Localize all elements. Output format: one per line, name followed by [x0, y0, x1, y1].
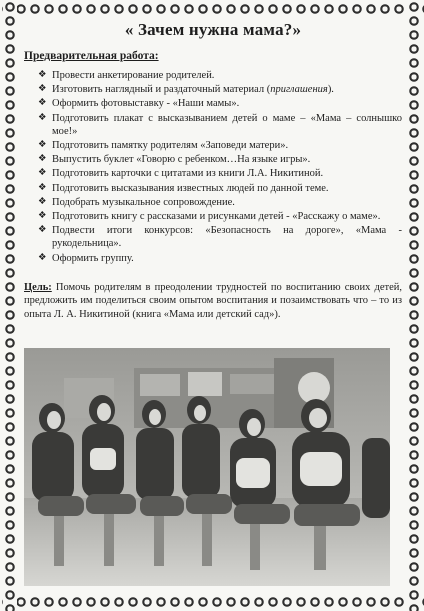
goal-label: Цель: [24, 281, 52, 293]
diamond-bullet-icon: ❖ [38, 196, 47, 207]
prep-task-text: Провести анкетирование родителей. [52, 70, 215, 81]
prep-task-item [38, 139, 402, 152]
diamond-bullet-icon: ❖ [38, 140, 47, 151]
diamond-bullet-icon: ❖ [38, 98, 47, 109]
prep-task-text: Подготовить высказывания известных людей по данной теме. [52, 182, 329, 194]
prep-task-text: Изготовить наглядный и раздаточный материал ( [52, 84, 271, 96]
goal-text: Помочь родителям в преодолении трудностей по воспитанию своих детей, предложить им поделиться своим опытом воспитания и позаимствовать что – то из опыта Л. А. Никитиной (книга «Мама или детский сад»). [24, 281, 402, 320]
prep-task-item [38, 97, 402, 110]
ornamental-border-right [407, 0, 421, 611]
group-photo-image [24, 348, 390, 586]
prep-task-item [38, 69, 402, 82]
prep-task-text: Подготовить карточки с цитатами из книги Л.А. Никитиной. [52, 168, 324, 180]
prep-work-heading: Предварительная работа: [24, 50, 159, 62]
prep-task-emphasis: приглашения [270, 84, 328, 96]
ornamental-border-bottom [0, 595, 424, 609]
prep-task-text: Подобрать музыкальное сопровождение. [52, 196, 235, 208]
prep-task-item [38, 167, 402, 180]
diamond-bullet-icon: ❖ [38, 70, 47, 80]
diamond-bullet-icon: ❖ [38, 252, 47, 263]
prep-task-text: Подготовить памятку родителям «Заповеди матери». [52, 140, 289, 152]
prep-task-text: Выпустить буклет «Говорю с ребенком…На языке игры». [52, 154, 311, 166]
prep-task-item [38, 224, 402, 250]
diamond-bullet-icon: ❖ [38, 154, 47, 165]
group-photo [24, 348, 390, 586]
prep-task-item [38, 83, 402, 96]
document-title: « Зачем нужна мама?» [124, 20, 302, 39]
prep-task-item [38, 196, 402, 209]
prep-task-item [38, 153, 402, 166]
prep-task-list [24, 69, 402, 265]
diamond-bullet-icon: ❖ [38, 225, 47, 236]
diamond-bullet-icon: ❖ [38, 211, 47, 222]
diamond-bullet-icon: ❖ [38, 112, 47, 123]
prep-task-text-end: ). [327, 84, 334, 96]
prep-task-text: Подготовить плакат с высказыванием детей о маме – «Мама – солнышко мое!» [52, 112, 402, 137]
prep-task-text: Оформить фотовыставку - «Наши мамы». [52, 98, 240, 110]
diamond-bullet-icon: ❖ [38, 182, 47, 193]
ornamental-border-top [0, 2, 424, 16]
prep-task-item [38, 252, 402, 265]
prep-task-item [38, 182, 402, 195]
diamond-bullet-icon: ❖ [38, 168, 47, 179]
prep-task-item [38, 112, 402, 138]
diamond-bullet-icon: ❖ [38, 84, 47, 95]
prep-task-item [38, 210, 402, 223]
goal-paragraph [24, 281, 402, 322]
ornamental-border-left [3, 0, 17, 611]
prep-task-text: Оформить группу. [52, 252, 134, 264]
prep-task-text: Подготовить книгу с рассказами и рисунками детей - «Расскажу о маме». [52, 211, 381, 223]
prep-task-text: Подвести итоги конкурсов: «Безопасность на дороге», «Мама - рукодельница». [52, 225, 402, 250]
